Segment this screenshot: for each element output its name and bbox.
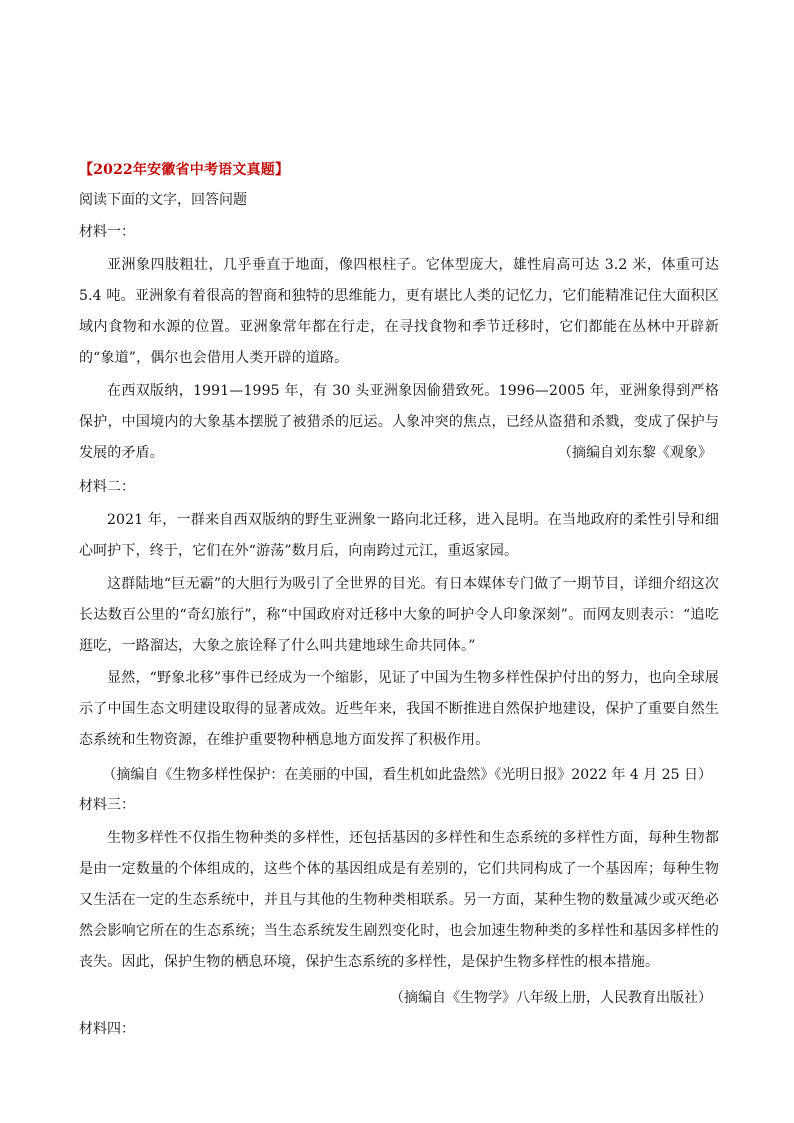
material-1-paragraph-1: 亚洲象四肢粗壮，几乎垂直于地面，像四根柱子。它体型庞大，雄性肩高可达 3.2 米，体重可达 5.4 吨。亚洲象有着很高的智商和独特的思维能力，更有堪比人类的记忆力，它们能精准记住大面积区域内食物和水源的位置。亚洲象常年都在行走，在寻找食物和季节迁移时，它们都能在丛林中开辟新的“象道”，偶尔也会借用人类开辟的道路。 xyxy=(79,257,719,366)
material-2-paragraph-2: 这群陆地“巨无霸”的大胆行为吸引了全世界的目光。有日本媒体专门做了一期节目，详细介绍这次长达数百公里的“奇幻旅行”，称“中国政府对迁移中大象的呵护令人印象深刻”。而网友则表示：“追吃逛吃，一路溜达，大象之旅诠释了什么叫共建地球生命共同体。” xyxy=(79,576,719,654)
exam-title: 【2022年安徽省中考语文真题】 xyxy=(79,162,290,178)
material-3-paragraph-1: 生物多样性不仅指生物种类的多样性，还包括基因的多样性和生态系统的多样性方面，每种生物都是由一定数量的个体组成的，这些个体的基因组成是有差别的，它们共同构成了一个基因库；每种生物又生活在一定的生态系统中，并且与其他的生物种类相联系。另一方面，某种生物的数量减少或灭绝必然会影响它所在的生态系统；当生态系统发生剧烈变化时，也会加速生物种类的多样性和基因多样性的丧失。因此，保护生物的栖息环境，保护生态系统的多样性，是保护生物多样性的根本措施。 xyxy=(79,830,719,970)
material-4-label: 材料四： xyxy=(79,1021,135,1037)
material-1-paragraph-2: 在西双版纳，1991—1995 年，有 30 头亚洲象因偷猎致死。1996—2005 年，亚洲象得到严格保护，中国境内的大象基本摆脱了被猎杀的厄运。人象冲突的焦点，已经从盗猎和杀戮，变成了保护与发展的矛盾。 xyxy=(79,383,719,461)
material-2-paragraph-3: 显然，“野象北移”事件已经成为一个缩影，见证了中国为生物多样性保护付出的努力，也向全球展示了中国生态文明建设取得的显著成效。近些年来，我国不断推进自然保护地建设，保护了重要自然生态系统和生物资源，在维护重要物种栖息地方面发挥了积极作用。 xyxy=(79,670,719,748)
material-1-label: 材料一： xyxy=(79,224,135,240)
material-2-paragraph-1: 2021 年，一群来自西双版纳的野生亚洲象一路向北迁移，进入昆明。在当地政府的柔性引导和细心呵护下，终于，它们在外“游荡”数月后，向南跨过元江，重返家园。 xyxy=(79,512,719,559)
material-3-source: （摘编自《生物学》八年级上册，人民教育出版社） xyxy=(390,990,712,1006)
material-3-label: 材料三： xyxy=(79,797,135,813)
material-2-label: 材料二： xyxy=(79,479,135,495)
reading-instruction: 阅读下面的文字，回答问题 xyxy=(79,192,247,208)
material-1-source: （摘编自刘东黎《观象》 xyxy=(558,445,712,461)
material-2-source: （摘编自《生物多样性保护：在美丽的中国，看生机如此盎然》《光明日报》2022 年 4 月 25 日） xyxy=(102,767,712,783)
